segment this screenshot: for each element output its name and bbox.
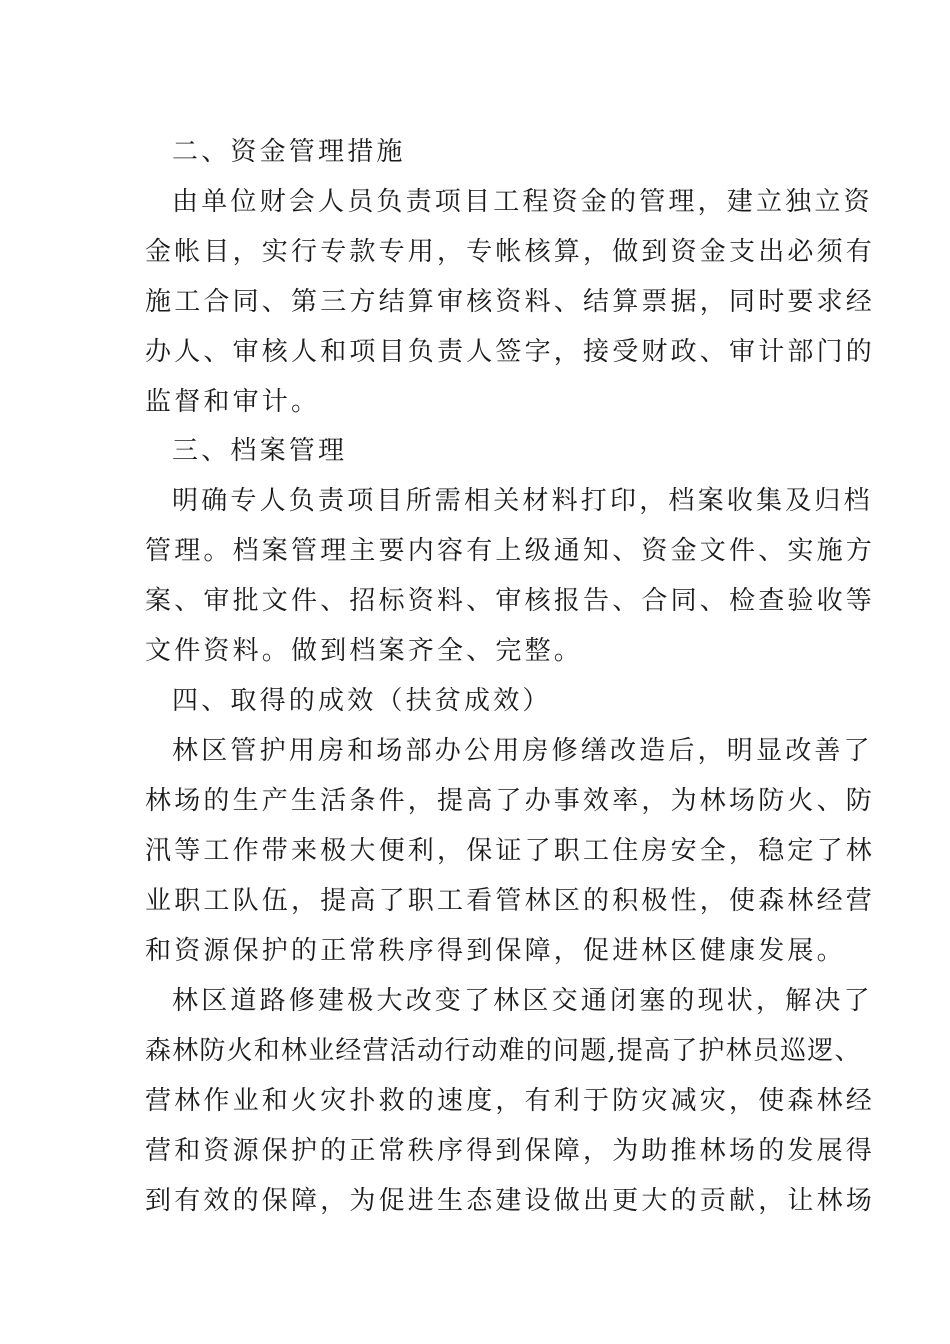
paragraph-line: 汛等工作带来极大便利，保证了职工住房安全，稳定了林 bbox=[145, 836, 876, 866]
section-heading: 二、资金管理措施 bbox=[172, 137, 406, 167]
paragraph-line: 金帐目，实行专款专用，专帐核算，做到资金支出必须有 bbox=[145, 237, 876, 267]
paragraph-line: 文件资料。做到档案齐全、完整。 bbox=[145, 636, 584, 666]
paragraph-line: 管理。档案管理主要内容有上级通知、资金文件、实施方 bbox=[145, 536, 876, 566]
paragraph-line: 办人、审核人和项目负责人签字，接受财政、审计部门的 bbox=[145, 337, 876, 367]
paragraph-line: 由单位财会人员负责项目工程资金的管理，建立独立资 bbox=[172, 187, 873, 217]
paragraph-line: 监督和审计。 bbox=[145, 387, 321, 417]
paragraph-line: 营林作业和火灾扑救的速度，有利于防灾减灾，使森林经 bbox=[145, 1086, 876, 1116]
paragraph-line: 明确专人负责项目所需相关材料打印，档案收集及归档 bbox=[172, 486, 873, 516]
paragraph-line: 森林防火和林业经营活动行动难的问题,提高了护林员巡逻、 bbox=[145, 1036, 862, 1066]
section-heading: 三、档案管理 bbox=[172, 436, 348, 466]
paragraph-line: 案、审批文件、招标资料、审核报告、合同、检查验收等 bbox=[145, 586, 876, 616]
paragraph-line: 营和资源保护的正常秩序得到保障，为助推林场的发展得 bbox=[145, 1136, 876, 1166]
paragraph-line: 到有效的保障，为促进生态建设做出更大的贡献，让林场 bbox=[145, 1186, 876, 1216]
paragraph-line: 施工合同、第三方结算审核资料、结算票据，同时要求经 bbox=[145, 287, 876, 317]
paragraph-line: 业职工队伍，提高了职工看管林区的积极性，使森林经营 bbox=[145, 886, 876, 916]
paragraph-line: 和资源保护的正常秩序得到保障，促进林区健康发展。 bbox=[145, 936, 846, 966]
paragraph-line: 林区道路修建极大改变了林区交通闭塞的现状，解决了 bbox=[172, 986, 873, 1016]
paragraph-line: 林场的生产生活条件，提高了办事效率，为林场防火、防 bbox=[145, 786, 876, 816]
section-heading: 四、取得的成效（扶贫成效） bbox=[172, 686, 552, 716]
paragraph-line: 林区管护用房和场部办公用房修缮改造后，明显改善了 bbox=[172, 736, 873, 766]
